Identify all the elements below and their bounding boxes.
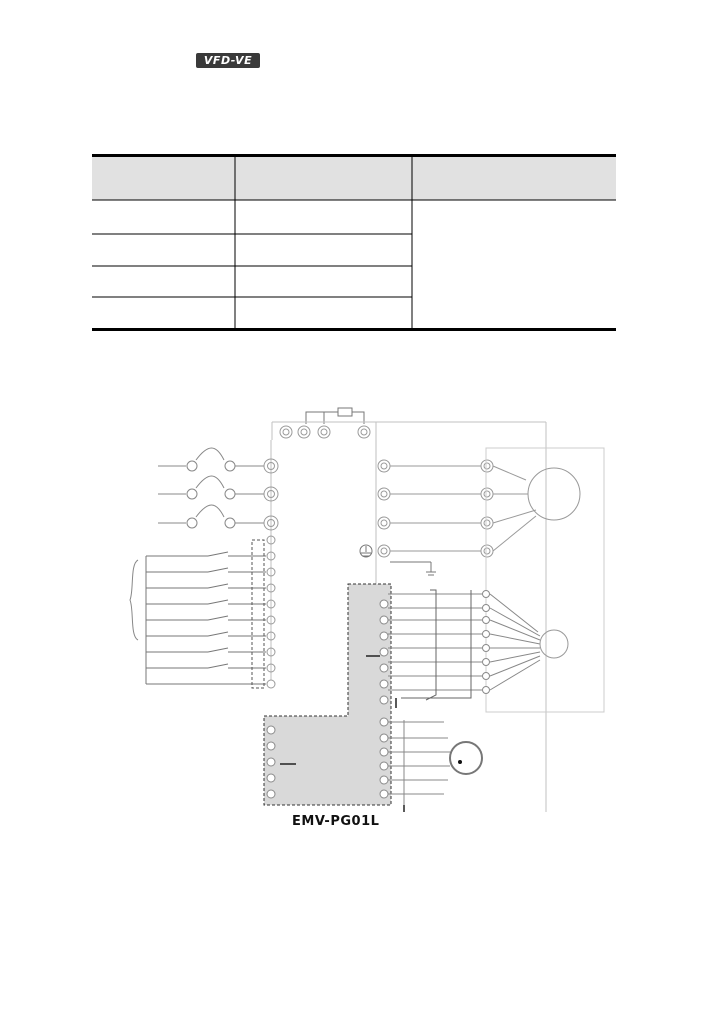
vfd-ve-logo	[196, 53, 260, 68]
shield-dashed-box	[252, 540, 264, 688]
specification-table	[92, 154, 616, 331]
output-terminals	[378, 460, 536, 557]
input-brace	[130, 560, 138, 640]
pg-card-board	[264, 584, 391, 805]
top-terminals	[280, 426, 370, 438]
encoder-icon	[540, 630, 568, 658]
table-header-background	[92, 156, 616, 200]
motor-enclosure	[486, 448, 604, 712]
wiring-diagram	[126, 400, 612, 812]
input-power-lines	[158, 448, 264, 528]
jumper-label-box	[338, 408, 352, 416]
ground-icon	[360, 545, 436, 575]
motor-icon	[528, 468, 580, 520]
pg-output-device-icon	[450, 742, 482, 774]
control-input-lines	[146, 552, 266, 684]
logo-text: VFD-VE	[203, 54, 253, 67]
board-caption: EMV-PG01L	[292, 814, 380, 829]
encoder-signal-lines	[388, 594, 540, 690]
pg-output-lines	[388, 720, 450, 805]
shield-wire	[401, 590, 471, 700]
